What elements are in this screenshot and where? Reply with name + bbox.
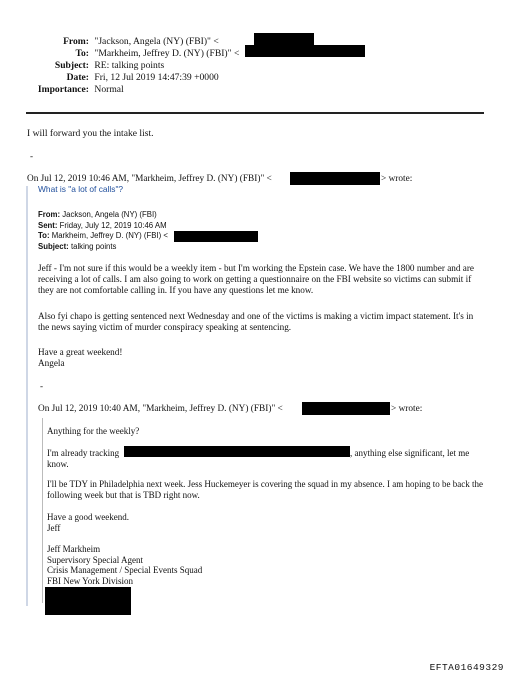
jeff-paragraph-1: Anything for the weekly? [47, 426, 140, 436]
reply-body: I will forward you the intake list. [27, 128, 154, 139]
angela-separator: - [40, 381, 44, 391]
redaction-signature-contact [45, 587, 131, 615]
quote2-intro-suffix: > wrote: [391, 404, 423, 414]
jeff-paragraph-2-cont: know. [47, 459, 69, 469]
inner-header-to-row [38, 231, 168, 242]
redaction-inner-to-email [174, 231, 258, 242]
quote1-bar [26, 186, 28, 606]
inner-header [38, 210, 168, 252]
angela-closing: Have a great weekend! [38, 347, 123, 357]
header-importance-label: Importance: [37, 84, 89, 95]
inner-header-subject-row [38, 242, 168, 253]
inner-to-label: To: [38, 231, 50, 240]
header-date-value: Fri, 12 Jul 2019 14:47:39 +0000 [94, 72, 219, 83]
jeff-closing: Have a good weekend. [47, 512, 129, 522]
inner-header-sent-row [38, 221, 168, 232]
header-to-label: To: [75, 48, 89, 59]
header-from-label: From: [63, 36, 89, 47]
jeff-signoff: Jeff [47, 523, 61, 533]
header-date-label: Date: [66, 72, 89, 83]
inner-from-value: Jackson, Angela (NY) (FBI) [62, 210, 157, 219]
jeff-paragraph-2-prefix: I'm already tracking [47, 448, 120, 458]
header-divider [26, 112, 484, 114]
redaction-quote2-email [302, 402, 390, 415]
header-subject-label: Subject: [54, 60, 89, 71]
reply-separator: - [30, 151, 34, 161]
header-from-value: "Jackson, Angela (NY) (FBI)" < [94, 36, 219, 47]
signature-unit: Crisis Management / Special Events Squad [47, 565, 203, 576]
inner-sent-value: Friday, July 12, 2019 10:46 AM [59, 220, 167, 230]
quote1-intro-prefix: On Jul 12, 2019 10:46 AM, "Markheim, Jeffrey D. (NY) (FBI)" < [27, 174, 272, 184]
bates-number: EFTA01649329 [429, 662, 504, 673]
quote2-intro-prefix: On Jul 12, 2019 10:40 AM, "Markheim, Jeffrey D. (NY) (FBI)" < [38, 404, 283, 414]
angela-paragraph-2: Also fyi chapo is getting sentenced next Wednesday and one of the victims is making a victim impact statement. It's in the news saying victim of murder conspiracy speaking at sentencing. [38, 311, 474, 333]
jeff-paragraph-3: I'll be TDY in Philadelphia next week. Jess Huckemeyer is covering the squad in my absence. I am hoping to be back the following week but that is TBD right now. [47, 479, 484, 501]
header-importance-value: Normal [94, 84, 124, 95]
header-subject-value: RE: talking points [94, 60, 165, 71]
jeff-paragraph-2-suffix: , anything else significant, let me [350, 448, 470, 458]
redaction-tracking-item [124, 446, 350, 457]
signature-title: Supervisory Special Agent [47, 554, 143, 565]
header-importance-row [0, 84, 124, 95]
inner-from-label: From: [38, 210, 61, 219]
inner-header-from-row [38, 210, 168, 221]
quote2-intro [38, 404, 283, 415]
signature-name: Jeff Markheim [47, 544, 101, 554]
inner-subject-label: Subject: [38, 241, 69, 251]
inner-to-value: Markheim, Jeffrey D. (NY) (FBI) < [51, 231, 168, 240]
jeff-signature [47, 544, 202, 586]
quote2-bar [42, 418, 43, 603]
header-to-value: "Markheim, Jeffrey D. (NY) (FBI)" < [94, 48, 240, 59]
redaction-to-email [245, 45, 365, 57]
header-from-row [0, 36, 219, 47]
quote1-question: What is "a lot of calls"? [38, 184, 124, 194]
inner-subject-value: talking points [70, 241, 117, 251]
redaction-from-email [254, 33, 314, 45]
header-date-row [0, 72, 219, 83]
header-subject-row [0, 60, 164, 71]
signature-division: FBI New York Division [47, 575, 134, 586]
angela-signoff: Angela [38, 358, 65, 368]
header-to-row [0, 48, 239, 59]
inner-sent-label: Sent: [38, 220, 58, 230]
angela-paragraph-1: Jeff - I'm not sure if this would be a weekly item - but I'm working the Epstein case. We have the 1800 number and are receiving a lot of calls. I am also going to work on getting a questionnaire on the FBI website so victims can submit if they are not comfortable calling in. If you have any questions let me know. [38, 263, 474, 296]
redaction-quote1-email [290, 172, 380, 185]
quote1-intro-suffix: > wrote: [381, 174, 413, 184]
